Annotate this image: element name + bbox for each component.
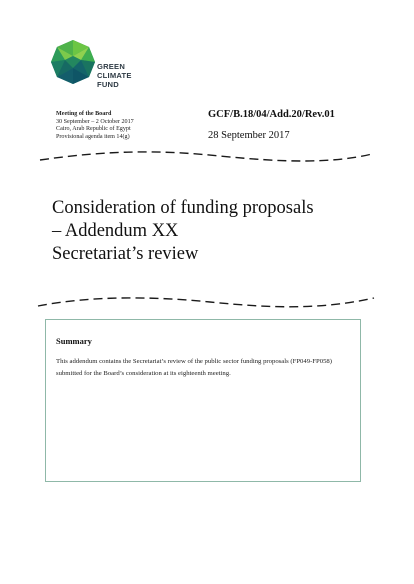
top-wave-divider	[0, 146, 414, 170]
meeting-agenda: Provisional agenda item 14(g)	[56, 133, 130, 140]
summary-text: This addendum contains the Secretariat’s review of the public sector funding proposals (FP049-FP058) submitted for the Board’s consideration at its eighteenth meeting.	[56, 358, 332, 377]
meeting-dates: 30 September – 2 October 2017	[56, 118, 134, 125]
summary-heading: Summary	[56, 336, 92, 346]
logo-wordmark	[97, 62, 132, 89]
title-line-2: – Addendum XX	[52, 221, 179, 241]
title-line-1: Consideration of funding proposals	[52, 198, 314, 218]
logo-line-2: CLIMATE	[97, 71, 132, 80]
meeting-title: Meeting of the Board	[56, 111, 112, 117]
logo-line-3: FUND	[97, 80, 119, 89]
meeting-info	[56, 111, 134, 141]
document-date: 28 September 2017	[208, 130, 290, 141]
bottom-wave-divider	[0, 290, 414, 316]
meeting-location: Cairo, Arab Republic of Egypt	[56, 126, 131, 133]
document-reference: GCF/B.18/04/Add.20/Rev.01	[208, 109, 335, 120]
logo-line-1: GREEN	[97, 62, 126, 71]
document-subtitle: Secretariat’s review	[52, 244, 199, 264]
summary-box	[45, 319, 361, 482]
green-climate-fund-logo	[49, 38, 97, 86]
document-title	[52, 197, 314, 243]
